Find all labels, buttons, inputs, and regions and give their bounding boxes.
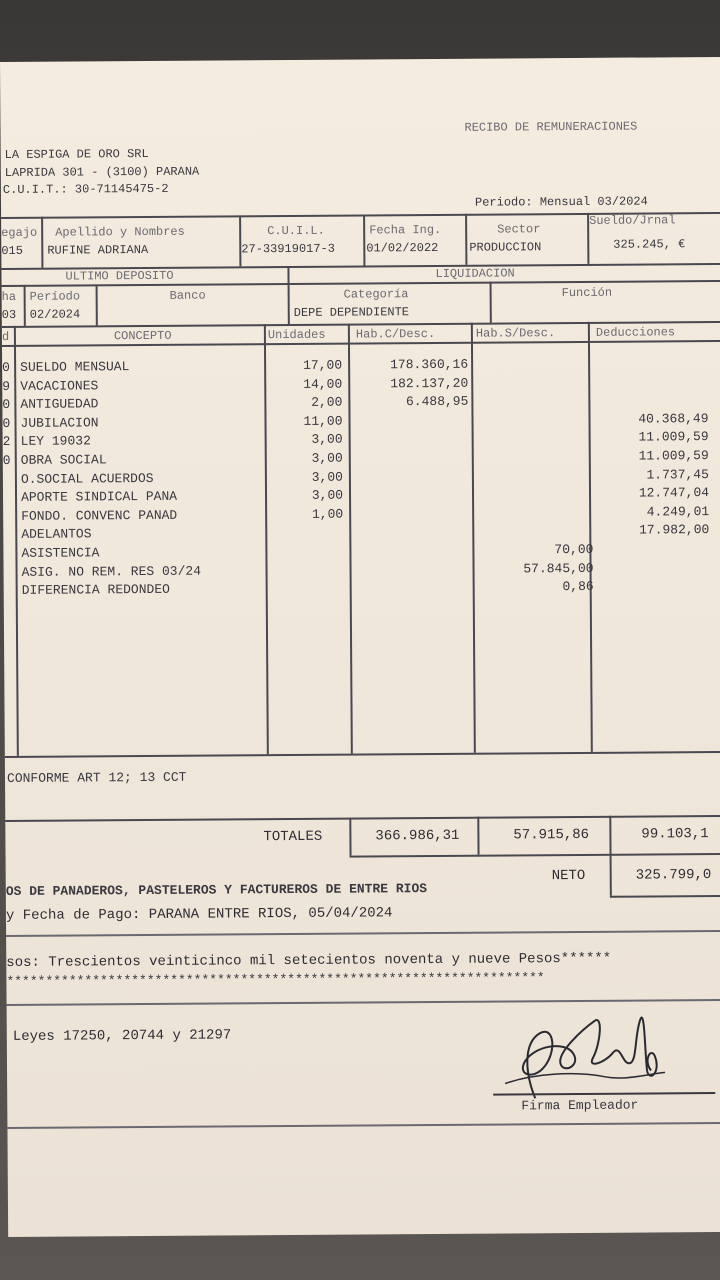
- concept-cell-cod: 0: [2, 415, 11, 431]
- deposit-fecha-header: ha: [1, 289, 17, 304]
- hab-s-header: Hab.S/Desc.: [475, 326, 556, 341]
- divider: [5, 815, 720, 822]
- deposit-periodo-value: 02/2024: [29, 307, 81, 322]
- divider: [348, 324, 353, 754]
- concept-cell-concepto: ASISTENCIA: [21, 545, 100, 561]
- concept-cell-ded: 11.009,59: [638, 448, 709, 464]
- deposit-periodo-header: Período: [29, 289, 81, 304]
- deposit-header: ULTIMO DEPOSITO: [65, 268, 174, 284]
- company-name: LA ESPIGA DE ORO SRL: [4, 146, 149, 162]
- neto-value: 325.799,0: [635, 867, 712, 884]
- divider: [609, 816, 611, 896]
- receipt-title: RECIBO DE REMUNERACIONES: [464, 119, 638, 135]
- concept-cell-concepto: ANTIGUEDAD: [20, 396, 99, 413]
- divider: [5, 751, 720, 758]
- concept-cell-concepto: O.SOCIAL ACUERDOS: [20, 470, 154, 487]
- concept-cell-concepto: OBRA SOCIAL: [20, 452, 107, 468]
- divider: [363, 214, 365, 265]
- conforme-text: CONFORME ART 12; 13 CCT: [6, 769, 187, 786]
- divider: [264, 324, 269, 754]
- hab-c-header: Hab.C/Desc.: [355, 326, 436, 342]
- concept-cell-concepto: DIFERENCIA REDONDEO: [21, 582, 170, 599]
- nombres-value: RUFINE ADRIANA: [47, 242, 149, 258]
- fecha-ing-header: Fecha Ing.: [369, 222, 442, 238]
- concept-cell-concepto: ADELANTOS: [21, 526, 92, 543]
- unidades-header: Unidades: [267, 327, 326, 343]
- divider: [287, 266, 289, 324]
- concept-cell-hab-s: 70,00: [554, 541, 594, 558]
- firma-label: Firma Empleador: [521, 1097, 639, 1114]
- divider: [349, 818, 351, 856]
- concept-cell-concepto: SUELDO MENSUAL: [20, 359, 130, 375]
- concept-cell-ded: 40.368,49: [638, 410, 709, 427]
- lugar-pago-text: y Fecha de Pago: PARANA ENTRE RIOS, 05/04/2024: [5, 905, 393, 924]
- divider: [7, 1122, 720, 1129]
- funcion-header: Función: [561, 285, 613, 301]
- concept-cell-unidades: 11,00: [303, 413, 343, 429]
- neto-label: NETO: [551, 867, 586, 885]
- fecha-ing-value: 01/02/2022: [366, 240, 439, 256]
- leyes-text: Leyes 17250, 20744 y 21297: [12, 1027, 232, 1045]
- cuil-header: C.U.I.L.: [267, 223, 325, 239]
- divider: [96, 284, 98, 325]
- cod-header: d: [1, 329, 10, 344]
- divider: [14, 326, 19, 756]
- concept-cell-ded: 17.982,00: [639, 522, 710, 538]
- period: Periodo: Mensual 03/2024: [474, 194, 648, 210]
- concept-cell-concepto: FONDO. CONVENC PANAD: [21, 507, 178, 524]
- concept-cell-cod: 9: [2, 378, 11, 394]
- legajo-header: egajo: [1, 225, 38, 240]
- son-pesos-text: sos: Trescientos veinticinco mil setecientos noventa y nueve Pesos******: [6, 950, 612, 971]
- divider: [41, 217, 43, 268]
- concept-cell-ded: 12.747,04: [638, 485, 710, 501]
- divider: [477, 817, 479, 855]
- divider: [610, 895, 720, 897]
- divider: [490, 282, 492, 323]
- concept-cell-concepto: ASIG. NO REM. RES 03/24: [21, 563, 202, 580]
- employer-signature: [495, 1012, 686, 1103]
- sueldo-value: 325.245, €: [613, 237, 686, 252]
- concept-cell-ded: 4.249,01: [646, 503, 710, 520]
- concept-cell-hab-c: 6.488,95: [405, 393, 469, 410]
- concept-cell-cod: 0: [2, 452, 11, 468]
- totales-hab-s: 57.915,86: [513, 826, 590, 844]
- concept-cell-unidades: 3,00: [311, 469, 343, 485]
- concept-cell-concepto: LEY 19032: [20, 433, 91, 450]
- categoria-header: Categoría: [343, 287, 409, 302]
- concept-cell-unidades: 14,00: [303, 376, 343, 392]
- concept-cell-ded: 11.009,59: [638, 429, 709, 445]
- totales-label: TOTALES: [263, 828, 323, 846]
- concept-cell-cod: 2: [2, 434, 11, 450]
- divider: [465, 214, 467, 265]
- sector-header: Sector: [497, 222, 541, 237]
- concept-cell-hab-s: 0,86: [562, 579, 594, 595]
- concept-cell-hab-c: 178.360,16: [390, 356, 469, 373]
- legajo-value: 015: [1, 243, 23, 258]
- categoria-value: DEPE DEPENDIENTE: [293, 305, 410, 320]
- concept-cell-unidades: 3,00: [311, 450, 343, 466]
- divider: [7, 999, 720, 1006]
- concept-cell-hab-s: 57.845,00: [523, 560, 594, 576]
- nombres-header: Apellido y Nombres: [55, 224, 185, 240]
- divider: [239, 215, 241, 266]
- concept-cell-cod: 0: [2, 397, 11, 413]
- concepto-header: CONCEPTO: [113, 328, 172, 344]
- totales-hab-c: 366.986,31: [375, 827, 460, 845]
- company-cuit: C.U.I.T.: 30-71145475-2: [2, 181, 169, 197]
- cuil-value: 27-33919017-3: [241, 241, 335, 257]
- concept-cell-unidades: 3,00: [311, 487, 344, 504]
- concept-cell-hab-c: 182.137,20: [390, 375, 469, 391]
- deducciones-header: Deducciones: [595, 325, 676, 340]
- concept-cell-ded: 1.737,45: [646, 466, 709, 483]
- concept-cell-cod: 0: [2, 359, 10, 375]
- deposit-fecha-value: 03: [1, 307, 17, 322]
- company-address: LAPRIDA 301 - (3100) PARANA: [4, 164, 200, 180]
- divider: [24, 285, 26, 326]
- stars-line: *********************************************************************: [6, 970, 545, 989]
- concept-cell-unidades: 2,00: [311, 394, 343, 411]
- divider: [588, 322, 593, 752]
- liquidacion-header: LIQUIDACION: [435, 266, 515, 281]
- totales-deducciones: 99.103,1: [641, 826, 709, 843]
- divider: [6, 930, 720, 937]
- concept-cell-concepto: VACACIONES: [20, 377, 99, 394]
- divider: [471, 323, 476, 753]
- concept-cell-concepto: APORTE SINDICAL PANA: [20, 488, 178, 506]
- sector-value: PRODUCCION: [469, 240, 542, 255]
- concept-cell-unidades: 17,00: [303, 357, 343, 373]
- concept-cell-unidades: 1,00: [311, 506, 344, 522]
- deposit-banco-header: Banco: [169, 288, 206, 303]
- sindicato-text: OS DE PANADEROS, PASTELEROS Y FACTUREROS DE ENTRE RIOS: [5, 881, 428, 899]
- sueldo-header: Sueldo/Jrnal: [589, 213, 676, 228]
- concept-cell-unidades: 3,00: [311, 432, 343, 448]
- concept-cell-concepto: JUBILACION: [20, 415, 99, 431]
- receipt-paper: [0, 57, 720, 1237]
- divider: [350, 853, 720, 857]
